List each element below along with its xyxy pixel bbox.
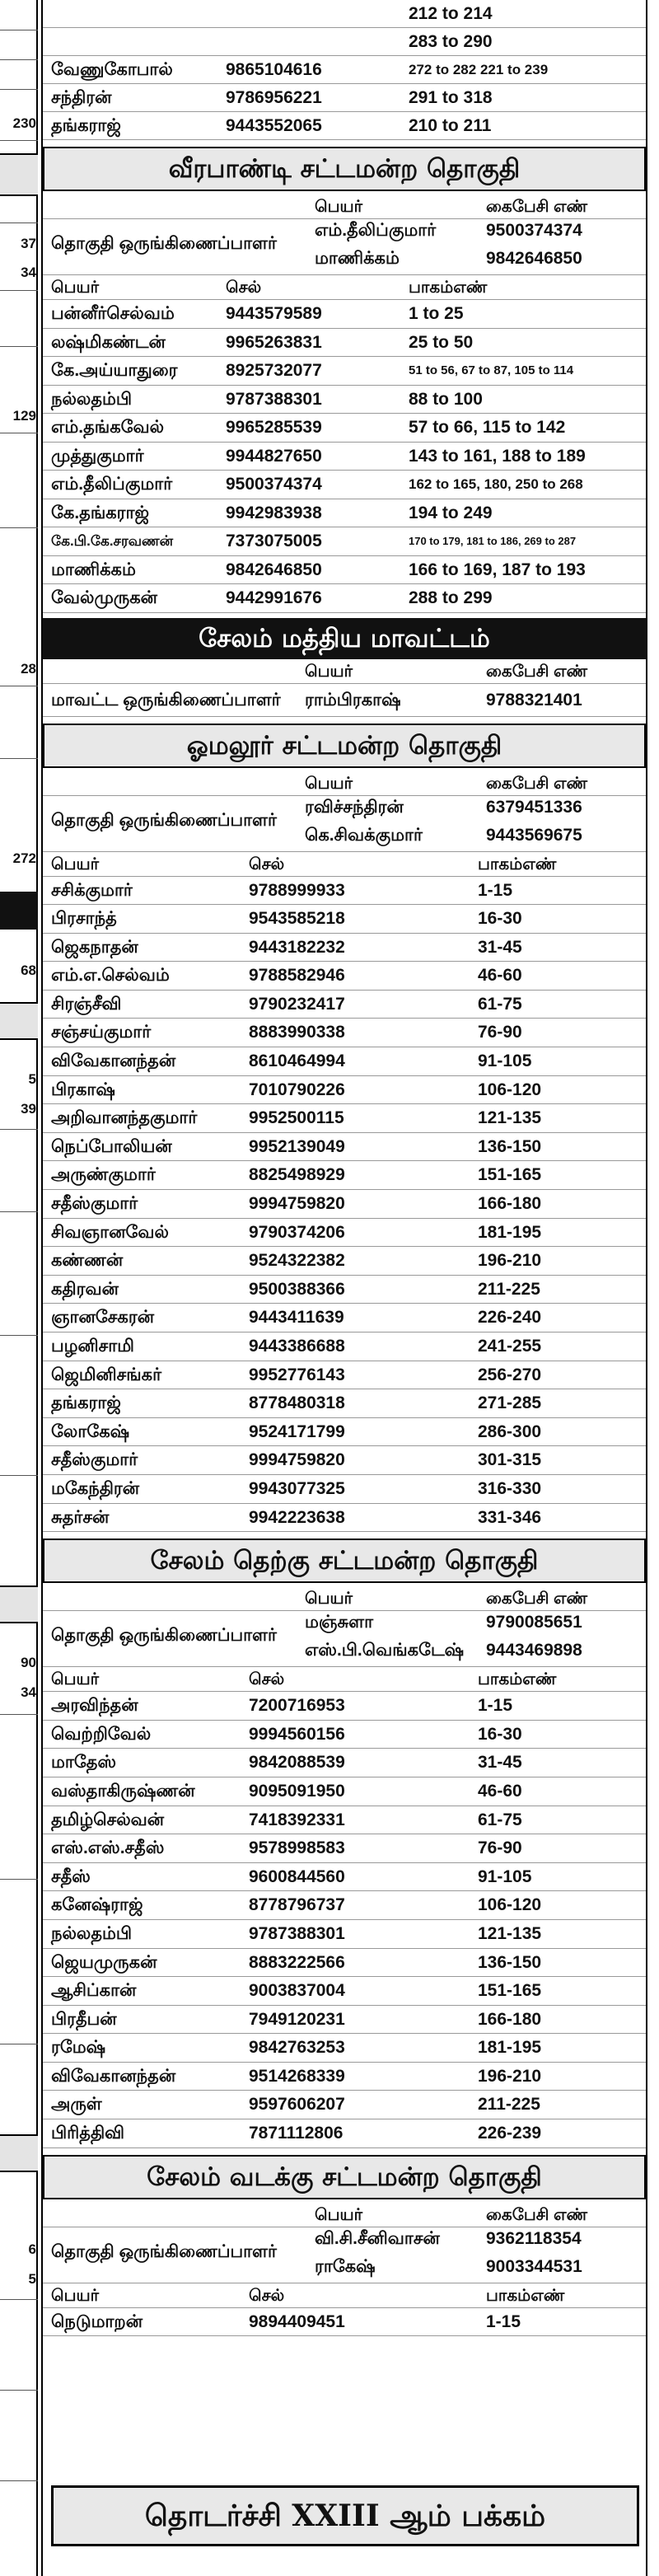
table-row — [43, 1834, 646, 1863]
cell-phone: 7418392331 — [249, 1810, 345, 1829]
cell-phone: 7200716953 — [249, 1696, 345, 1716]
cell-booths: 46-60 — [478, 1781, 522, 1801]
cell-phone: 9443386688 — [249, 1337, 345, 1356]
table-row — [43, 1361, 646, 1390]
cell-phone: 9994759820 — [249, 1194, 345, 1214]
cell-phone: 9514268339 — [249, 2066, 345, 2086]
cell-name: அருண்குமார் — [51, 1165, 156, 1185]
district-coordinator-row: மாவட்ட ஒருங்கிணைப்பாளர் ராம்பிரகாஷ் 9788321401 — [43, 684, 646, 717]
cell-booths: 151-165 — [478, 1165, 542, 1185]
cell-booths: 76-90 — [478, 1838, 522, 1858]
cell-booths: 181-195 — [478, 1222, 542, 1242]
cell-phone: 9600844560 — [249, 1866, 345, 1886]
table-row — [43, 1475, 646, 1504]
cell-booths: 1-15 — [478, 880, 513, 900]
section-title: சேலம் தெற்கு சட்டமன்ற தொகுதி — [43, 1539, 646, 1583]
cell-booths: 91-105 — [478, 1866, 532, 1886]
cell-phone: 8778480318 — [249, 1393, 345, 1413]
cell-booths: 106-120 — [478, 1080, 542, 1099]
cell-name: அறிவானந்தகுமார் — [51, 1108, 198, 1128]
table-row: வேணுகோபால் 9865104616 272 to 282 221 to 239 — [43, 56, 646, 84]
cell-booths: 166-180 — [478, 2009, 542, 2029]
left-fragment: 5 — [28, 1071, 36, 1087]
table-row: 212 to 214 — [43, 0, 646, 28]
cell-name: பிரசாந்த் — [51, 909, 117, 929]
top-block — [43, 0, 646, 140]
cell-booths: 31-45 — [478, 937, 522, 957]
cell-booths: 61-75 — [478, 994, 522, 1014]
table-row — [43, 1777, 646, 1806]
cell-name: கண்ணன் — [51, 1251, 124, 1271]
table-row: கே.பி.கே.சரவணன் 7373075005 170 to 179, 181 to 186, 269 to 287 — [43, 527, 646, 556]
omalur-section — [43, 724, 646, 1533]
cell-phone: 9788582946 — [249, 966, 345, 986]
cell-booths: 91-105 — [478, 1051, 532, 1071]
cell-booths: 166-180 — [478, 1194, 542, 1214]
cell-name: சுதர்சன் — [51, 1507, 110, 1527]
table-row — [43, 1019, 646, 1047]
table-row — [43, 2006, 646, 2035]
header-row: பெயர் கைபேசி எண் — [43, 2203, 646, 2227]
continuation-footer: தொடர்ச்சி XXIII ஆம் பக்கம் — [51, 2485, 639, 2546]
salem-south-table — [43, 1692, 646, 2148]
column-header-row: பெயர் செல் பாகம்எண் — [43, 2283, 646, 2308]
cell-booths: 121-135 — [478, 1923, 542, 1943]
left-clipped-column — [0, 0, 38, 2576]
cell-name: விவேகானந்தன் — [51, 2066, 176, 2086]
cell-phone: 8883222566 — [249, 1952, 345, 1972]
cell-name: பிரித்திவி — [51, 2124, 125, 2143]
cell-name: ஞானசேகரன் — [51, 1308, 155, 1328]
cell-name: பிரதீபன் — [51, 2009, 117, 2029]
cell-phone: 9524322382 — [249, 1251, 345, 1271]
cell-name: ரமேஷ் — [51, 2038, 106, 2058]
cell-name: தங்கராஜ் — [51, 1393, 121, 1413]
cell-phone: 8825498929 — [249, 1165, 345, 1185]
table-row — [43, 1418, 646, 1447]
table-row — [43, 1247, 646, 1276]
table-row — [43, 1446, 646, 1475]
cell-phone: 9095091950 — [249, 1781, 345, 1801]
cell-name: சதீஸ்குமார் — [51, 1194, 138, 1214]
table-row — [43, 2063, 646, 2091]
cell-name: மகேந்திரன் — [51, 1478, 140, 1498]
left-rule — [0, 1129, 38, 1130]
cell-booths: 136-150 — [478, 1952, 542, 1972]
coordinator-block: தொகுதி ஒருங்கிணைப்பாளர் ரவிச்சந்திரன் 6379451336 கெ.சிவக்குமார் 9443569675 — [43, 796, 646, 852]
table-row — [43, 1863, 646, 1892]
left-black-band — [0, 892, 38, 930]
cell-booths: 106-120 — [478, 1895, 542, 1915]
coordinator-block: தொகுதி ஒருங்கிணைப்பாளர் வி.சி.சீனிவாசன் 9362118354 ராகேஷ் 9003344531 — [43, 2227, 646, 2283]
left-box — [0, 153, 38, 196]
cell-booths: 226-240 — [478, 1308, 542, 1328]
salem-south-section — [43, 1539, 646, 2148]
table-row: கே.அய்யாதுரை 8925732077 51 to 56, 67 to 87, 105 to 114 — [43, 357, 646, 386]
left-fragment: 129 — [12, 408, 36, 424]
cell-booths: 46-60 — [478, 966, 522, 986]
cell-booths: 331-346 — [478, 1507, 542, 1527]
table-row: பன்னீர்செல்வம் 9443579589 1 to 25 — [43, 300, 646, 329]
cell-phone: 9994560156 — [249, 1724, 345, 1744]
main-column — [41, 0, 647, 2576]
left-box — [0, 1585, 38, 1623]
cell-name: லோகேஷ் — [51, 1421, 130, 1441]
table-row — [43, 1977, 646, 2006]
cell-phone: 7949120231 — [249, 2009, 345, 2029]
left-fragment: 37 — [21, 236, 36, 251]
table-row — [43, 1276, 646, 1304]
cell-booths: 16-30 — [478, 1724, 522, 1744]
table-row — [43, 1304, 646, 1332]
cell-phone: 9003837004 — [249, 1981, 345, 2001]
left-rule — [0, 89, 38, 90]
left-fragment: 272 — [12, 850, 36, 866]
cell-name: நெப்போலியன் — [51, 1136, 172, 1156]
header-row: பெயர் கைபேசி எண் — [43, 771, 646, 796]
table-row: லஷ்மிகண்டன் 9965263831 25 to 50 — [43, 329, 646, 358]
cell-phone: 8778796737 — [249, 1895, 345, 1915]
cell-name: ஜெமினிசங்கர் — [51, 1365, 162, 1384]
cell-phone: 9942223638 — [249, 1507, 345, 1527]
left-rule — [0, 1714, 38, 1715]
left-rule — [0, 2390, 38, 2391]
cell-phone: 9597606207 — [249, 2095, 345, 2115]
cell-phone: 9943077325 — [249, 1478, 345, 1498]
table-row — [43, 905, 646, 934]
table-row: சந்திரன் 9786956221 291 to 318 — [43, 84, 646, 112]
cell-phone: 9443182232 — [249, 937, 345, 957]
coordinator-block: தொகுதி ஒருங்கிணைப்பாளர் மஞ்சுளா 9790085651 எஸ்.பி.வெங்கடேஷ் 9443469898 — [43, 1611, 646, 1667]
left-fragment: 5 — [28, 2271, 36, 2287]
salem-north-section — [43, 2155, 646, 2337]
cell-phone: 9842088539 — [249, 1753, 345, 1773]
veerapandi-section — [43, 147, 646, 613]
left-fragment: 28 — [21, 661, 36, 677]
cell-booths: 31-45 — [478, 1753, 522, 1773]
table-row — [43, 962, 646, 991]
cell-name: ஆசிப்கான் — [51, 1981, 137, 2001]
section-title: சேலம் வடக்கு சட்டமன்ற தொகுதி — [43, 2155, 646, 2199]
cell-name: கனேஷ்ராஜ் — [51, 1895, 143, 1915]
section-title: வீரபாண்டி சட்டமன்ற தொகுதி — [43, 147, 646, 191]
cell-phone: 7010790226 — [249, 1080, 345, 1099]
left-box — [0, 1002, 38, 1040]
table-row — [43, 2091, 646, 2119]
cell-booths: 16-30 — [478, 909, 522, 929]
header-row: பெயர் கைபேசி எண் — [43, 1586, 646, 1611]
district-title: சேலம் மத்திய மாவட்டம் — [43, 618, 646, 659]
cell-phone: 9443411639 — [249, 1308, 344, 1328]
cell-name: சசிக்குமார் — [51, 880, 133, 900]
table-row — [43, 1133, 646, 1162]
table-row: மாணிக்கம் 9842646850 166 to 169, 187 to 193 — [43, 556, 646, 585]
cell-name: எஸ்.எஸ்.சதீஸ் — [51, 1838, 165, 1858]
cell-booths: 181-195 — [478, 2038, 542, 2058]
cell-phone: 8610464994 — [249, 1051, 345, 1071]
cell-name: வெற்றிவேல் — [51, 1724, 152, 1744]
cell-phone: 9787388301 — [249, 1923, 345, 1943]
cell-booths: 316-330 — [478, 1478, 542, 1498]
cell-phone: 9500388366 — [249, 1279, 345, 1299]
cell-booths: 196-210 — [478, 2066, 542, 2086]
cell-name: தமிழ்செல்வன் — [51, 1810, 165, 1829]
cell-booths: 256-270 — [478, 1365, 542, 1384]
cell-booths: 271-285 — [478, 1393, 542, 1413]
table-row — [43, 1692, 646, 1721]
cell-phone: 9788999933 — [249, 880, 345, 900]
cell-phone: 9790374206 — [249, 1222, 345, 1242]
table-row: தங்கராஜ் 9443552065 210 to 211 — [43, 112, 646, 140]
cell-phone: 8883990338 — [249, 1023, 345, 1042]
left-rule — [0, 346, 38, 347]
column-header-row: பெயர் செல் பாகம்எண் — [43, 852, 646, 877]
cell-phone: 9994759820 — [249, 1450, 345, 1470]
omalur-table — [43, 877, 646, 1533]
cell-name: ஜெயமுருகன் — [51, 1952, 157, 1972]
cell-booths: 1-15 — [478, 1696, 513, 1716]
column-header-row: பெயர் செல் பாகம்எண் — [43, 275, 646, 300]
table-row: எம்.தீலிப்குமார் 9500374374 162 to 165, 180, 250 to 268 — [43, 471, 646, 499]
table-row — [43, 1047, 646, 1076]
left-rule — [0, 59, 38, 60]
table-row — [43, 1389, 646, 1418]
table-row — [43, 1161, 646, 1190]
cell-booths: 121-135 — [478, 1108, 542, 1128]
table-row: கே.தங்கராஜ் 9942983938 194 to 249 — [43, 499, 646, 528]
header-row: பெயர் கைபேசி எண் — [43, 194, 646, 219]
table-row — [43, 1920, 646, 1949]
table-row: முத்துகுமார் 9944827650 143 to 161, 188 to 189 — [43, 443, 646, 471]
table-row — [43, 991, 646, 1019]
table-row — [43, 1332, 646, 1361]
left-fragment: 68 — [21, 962, 36, 978]
cell-booths: 241-255 — [478, 1337, 542, 1356]
table-row — [43, 1721, 646, 1749]
cell-name: சதீஸ்குமார் — [51, 1450, 138, 1470]
cell-name: வஸ்தாகிருஷ்ணன் — [51, 1781, 195, 1801]
salem-central-section — [43, 618, 646, 717]
table-row: நெடுமாறன் 9894409451 1-15 — [43, 2308, 646, 2337]
header-row: பெயர் கைபேசி எண் — [43, 659, 646, 684]
cell-booths: 196-210 — [478, 1251, 542, 1271]
cell-booths: 136-150 — [478, 1136, 542, 1156]
table-row — [43, 877, 646, 906]
cell-name: சதீஸ் — [51, 1866, 91, 1886]
cell-phone: 9543585218 — [249, 909, 345, 929]
cell-booths: 301-315 — [478, 1450, 542, 1470]
section-title: ஓமலூர் சட்டமன்ற தொகுதி — [43, 724, 646, 768]
table-row — [43, 1219, 646, 1248]
table-row — [43, 1504, 646, 1533]
table-row — [43, 1806, 646, 1835]
left-fragment: 34 — [21, 1684, 36, 1700]
cell-booths: 286-300 — [478, 1421, 542, 1441]
left-rule — [0, 140, 38, 141]
table-row: எம்.தங்கவேல் 9965285539 57 to 66, 115 to 142 — [43, 414, 646, 443]
table-row — [43, 1076, 646, 1105]
cell-name: மாதேஸ் — [51, 1753, 117, 1773]
cell-phone: 9842763253 — [249, 2038, 345, 2058]
cell-booths: 226-239 — [478, 2124, 542, 2143]
left-rule — [0, 222, 38, 223]
table-row — [43, 934, 646, 962]
cell-name: சிவஞானவேல் — [51, 1222, 169, 1242]
cell-name: விவேகானந்தன் — [51, 1051, 176, 1071]
left-rule — [0, 290, 38, 291]
left-fragment: 34 — [21, 265, 36, 280]
left-fragment: 6 — [28, 2241, 36, 2257]
cell-name: சிரஞ்சீவி — [51, 994, 122, 1014]
cell-booths: 151-165 — [478, 1981, 542, 2001]
table-row: வேல்முருகன் 9442991676 288 to 299 — [43, 584, 646, 613]
cell-name: அருள் — [51, 2095, 102, 2115]
cell-name: எம்.எ.செல்வம் — [51, 966, 170, 986]
cell-phone: 9524171799 — [249, 1421, 345, 1441]
left-rule — [0, 2299, 38, 2300]
cell-name: பிரகாஷ் — [51, 1080, 115, 1099]
cell-name: பழனிசாமி — [51, 1337, 134, 1356]
column-header-row: பெயர் செல் பாகம்எண் — [43, 1667, 646, 1692]
table-row — [43, 2034, 646, 2063]
left-rule — [0, 1335, 38, 1336]
cell-phone: 9952139049 — [249, 1136, 345, 1156]
table-row — [43, 1749, 646, 1777]
cell-name: அரவிந்தன் — [51, 1696, 138, 1716]
table-row — [43, 1190, 646, 1219]
cell-phone: 9952776143 — [249, 1365, 345, 1384]
left-rule — [0, 1211, 38, 1212]
cell-name: நல்லதம்பி — [51, 1923, 133, 1943]
left-fragment: 230 — [12, 115, 36, 131]
cell-name: கதிரவன் — [51, 1279, 119, 1299]
cell-name: ஜெகநாதன் — [51, 937, 138, 957]
cell-booths: 76-90 — [478, 1023, 522, 1042]
cell-name: சஞ்சய்குமார் — [51, 1023, 152, 1042]
cell-booths: 61-75 — [478, 1810, 522, 1829]
table-row — [43, 1104, 646, 1133]
left-rule — [0, 527, 38, 528]
left-fragment: 90 — [21, 1655, 36, 1670]
table-row: 283 to 290 — [43, 28, 646, 56]
cell-phone: 7871112806 — [249, 2124, 344, 2143]
left-box — [0, 2134, 38, 2172]
table-row — [43, 1949, 646, 1978]
cell-booths: 211-225 — [478, 1279, 540, 1299]
cell-phone: 9578998583 — [249, 1838, 345, 1858]
table-row: நல்லதம்பி 9787388301 88 to 100 — [43, 386, 646, 415]
cell-phone: 9952500115 — [249, 1108, 344, 1128]
table-row — [43, 1891, 646, 1920]
left-rule — [0, 2480, 38, 2481]
cell-phone: 9790232417 — [249, 994, 345, 1014]
table-row — [43, 2119, 646, 2148]
left-rule — [0, 1475, 38, 1476]
coordinator-block: தொகுதி ஒருங்கிணைப்பாளர் எம்.தீலிப்குமார் 9500374374 மாணிக்கம் 9842646850 — [43, 219, 646, 275]
left-rule — [0, 1879, 38, 1880]
cell-booths: 211-225 — [478, 2095, 540, 2115]
left-fragment: 39 — [21, 1101, 36, 1117]
left-rule — [0, 758, 38, 759]
